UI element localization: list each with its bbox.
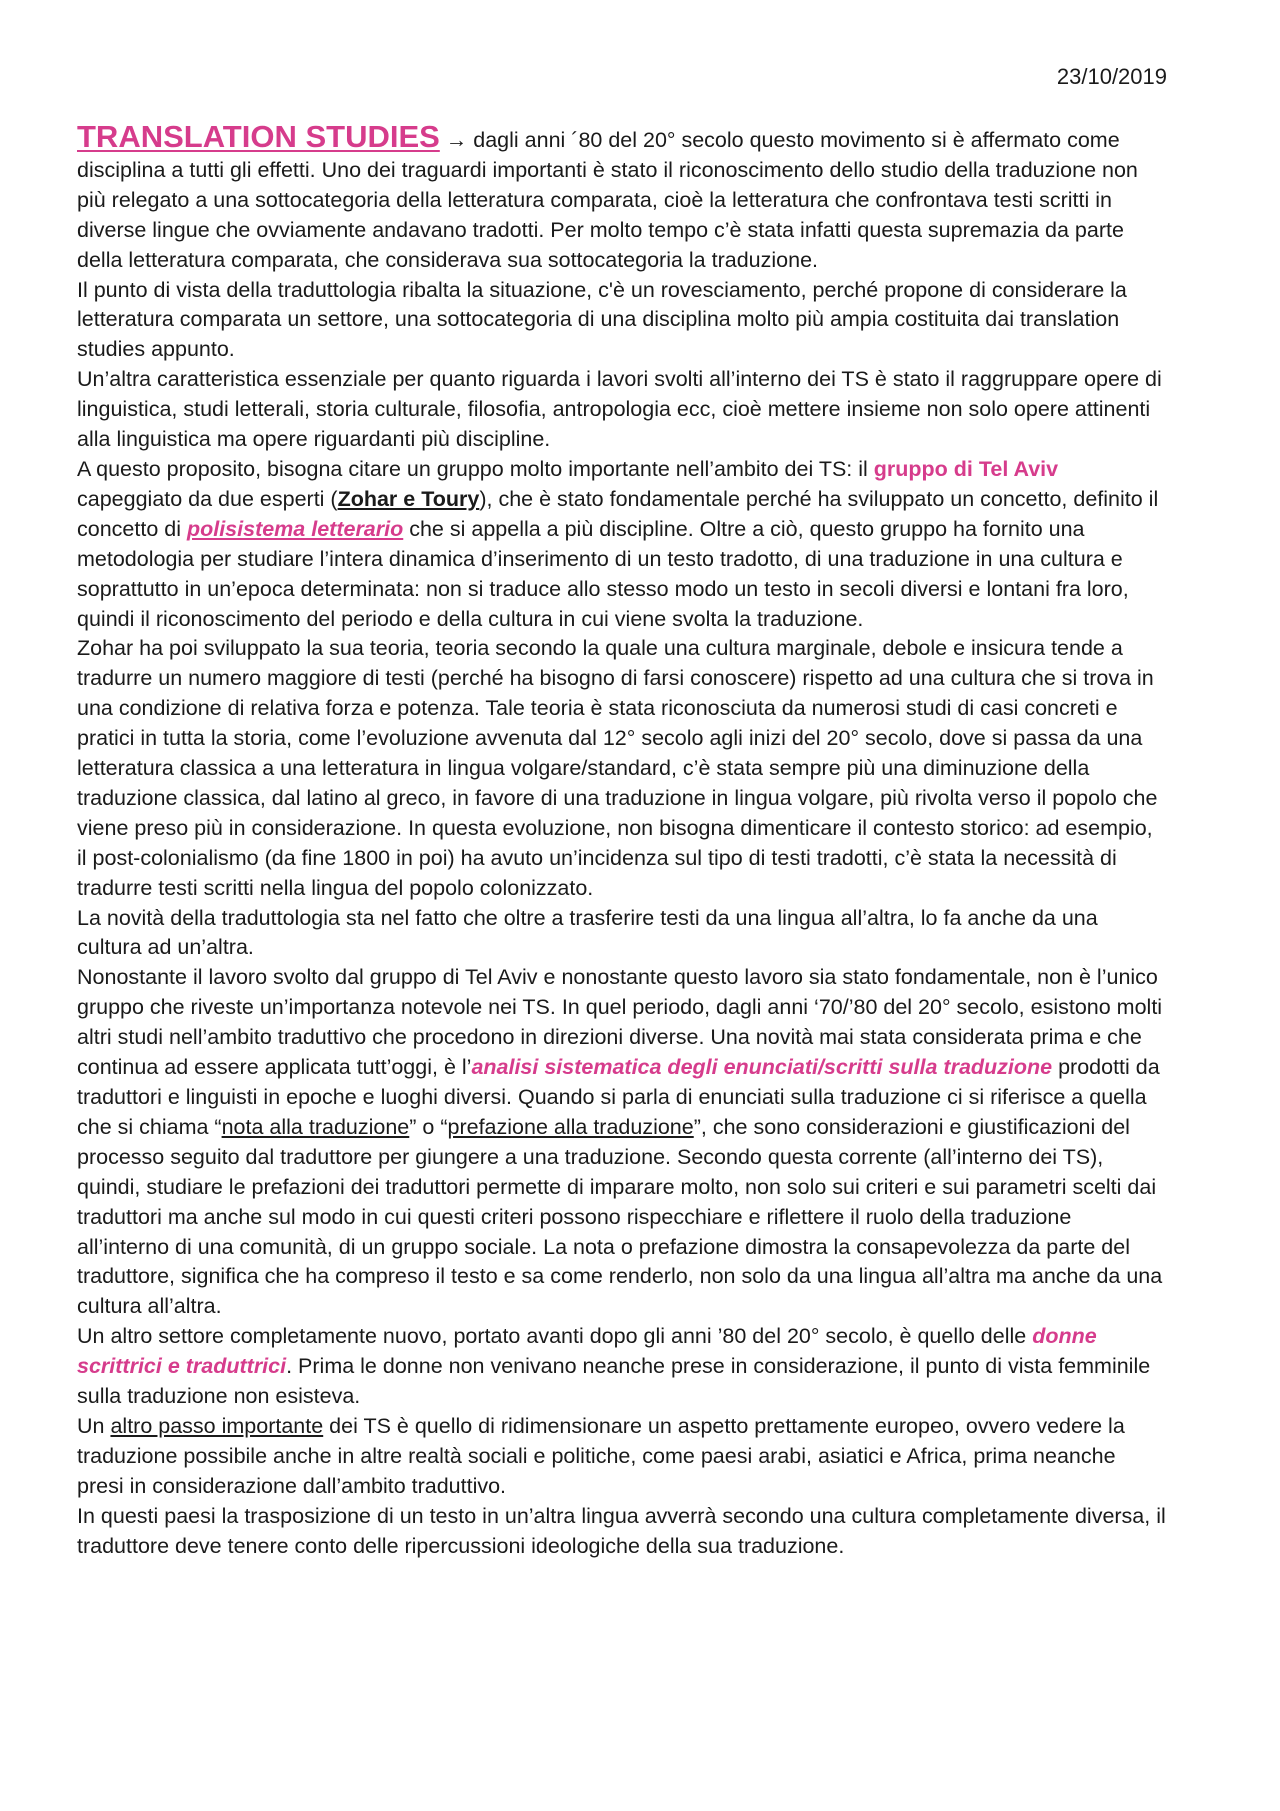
paragraph-text: Un altro settore completamente nuovo, portato avanti dopo gli anni ’80 del 20° secolo, è quello delle	[77, 1324, 1033, 1349]
highlight-gruppo-tel-aviv: gruppo di Tel Aviv	[873, 456, 1059, 481]
paragraph-text: Nonostante il lavoro svolto dal gruppo di Tel Aviv e nonostante questo lavoro sia stato fondamentale, non è l’unico gruppo che riveste un’importanza notevole nei TS. In quel periodo, dagli anni ‘70/’80 del 20° secolo, esistono molti altri studi nell’ambito traduttivo che procedono in direzioni diverse. Una novità mai stata considerata prima e che continua ad essere applicata tutt’oggi, è l’	[77, 965, 1163, 1080]
paragraph-donne	[77, 1322, 1167, 1412]
document-body	[77, 119, 1167, 1562]
underline-prefazione-traduzione: prefazione alla traduzione	[447, 1114, 694, 1139]
document-title: TRANSLATION STUDIES	[77, 119, 440, 154]
paragraph-tel-aviv	[77, 455, 1167, 634]
paragraph-text: ” o “	[409, 1114, 448, 1139]
paragraph-traduttologia: Il punto di vista della traduttologia ribalta la situazione, c'è un rovesciamento, perché propone di considerare la letteratura comparata un settore, una sottocategoria di una disciplina molto più ampia costituita dai translation studies appunto.	[77, 277, 1127, 362]
paragraph-text: . Prima le donne non venivano neanche prese in considerazione, il punto di vista femminile sulla traduzione non esisteva.	[77, 1354, 1151, 1409]
underline-altro-passo: altro passo importante	[110, 1413, 324, 1438]
paragraph-novita: La novità della traduttologia sta nel fatto che oltre a trasferire testi da una lingua all’altra, lo fa anche da una cultura ad un’altra.	[77, 905, 1098, 960]
paragraph-text: → dagli anni ´80 del 20° secolo questo movimento si è affermato come disciplina a tutti gli effetti. Uno dei traguardi importanti è stato il riconoscimento dello studio della traduzione non più relegato a una sottocategoria della letteratura comparata, cioè la letteratura che confrontava testi scritti in diverse lingue che ovviamente andavano tradotti. Per molto tempo c’è stata infatti questa supremazia da parte della letteratura comparata, che considerava sua sottocategoria la traduzione.	[77, 128, 1138, 272]
paragraph-text: dei TS è quello di ridimensionare un aspetto prettamente europeo, ovvero vedere la traduzione possibile anche in altre realtà sociali e politiche, come paesi arabi, asiatici e Africa, prima neanche presi in considerazione dall’ambito traduttivo.	[77, 1413, 1125, 1498]
paragraph-text: capeggiato da due esperti (	[77, 486, 338, 511]
paragraph-text: che si appella a più discipline. Oltre a ciò, questo gruppo ha fornito una metodologia per studiare l’intera dinamica d’inserimento di un testo tradotto, di una traduzione in una cultura e soprattutto in un’epoca determinata: non si traduce allo stesso modo un testo in secoli diversi e lontani fra loro, quindi il riconoscimento del periodo e della cultura in cui viene svolta la traduzione.	[77, 516, 1129, 631]
underline-nota-traduzione: nota alla traduzione	[221, 1114, 410, 1139]
document-page	[77, 62, 1167, 1562]
paragraph-text: prodotti da traduttori e linguisti in epoche e luoghi diversi. Quando si parla di enunciati sulla traduzione ci si riferisce a quella che si chiama “	[77, 1055, 1160, 1139]
paragraph-intro	[77, 119, 1167, 276]
paragraph-trasposizione: In questi paesi la trasposizione di un testo in un’altra lingua avverrà secondo una cultura completamente diversa, il traduttore deve tenere conto delle ripercussioni ideologiche della sua traduzione.	[77, 1503, 1166, 1558]
paragraph-text: ”, che sono considerazioni e giustificazioni del processo seguito dal traduttore per giungere a una traduzione. Secondo questa corrente (all’interno dei TS), quindi, studiare le prefazioni dei traduttori permette di imparare molto, non solo sui criteri e sui parametri scelti dai traduttori ma anche sul modo in cui questi criteri possono rispecchiare e riflettere il ruolo della traduzione all’interno di una comunità, di un gruppo sociale. La nota o prefazione dimostra la consapevolezza da parte del traduttore, significa che ha compreso il testo e sa come renderlo, non solo da una lingua all’altra ma anche da una cultura all’altra.	[77, 1114, 1163, 1319]
highlight-polisistema: polisistema letterario	[186, 516, 404, 541]
highlight-donne-scrittrici: donne scrittrici e traduttrici	[77, 1324, 1097, 1379]
paragraph-enunciati	[77, 963, 1167, 1322]
highlight-zohar-toury: Zohar e Toury	[337, 486, 480, 511]
paragraph-zohar-teoria: Zohar ha poi sviluppato la sua teoria, teoria secondo la quale una cultura marginale, debole e insicura tende a tradurre un numero maggiore di testi (perché ha bisogno di farsi conoscere) rispetto ad una cultura che si trova in una condizione di relativa forza e potenza. Tale teoria è stata riconosciuta da numerosi studi di casi concreti e pratici in tutta la storia, come l’evoluzione avvenuta dal 12° secolo agli inizi del 20° secolo, dove si passa da una letteratura classica a una letteratura in lingua volgare/standard, c’è stata sempre più una diminuzione della traduzione classica, dal latino al greco, in favore di una traduzione in lingua volgare, più rivolta verso il popolo che viene preso più in considerazione. In questa evoluzione, non bisogna dimenticare il contesto storico: ad esempio, il post-colonialismo (da fine 1800 in poi) ha avuto un’incidenza sul tipo di testi tradotti, c’è stata la necessità di tradurre testi scritti nella lingua del popolo colonizzato.	[77, 636, 1158, 900]
paragraph-passo-importante	[77, 1412, 1167, 1502]
paragraph-raggruppare: Un’altra caratteristica essenziale per quanto riguarda i lavori svolti all’interno dei TS è stato il raggruppare opere di linguistica, studi letterali, storia culturale, filosofia, antropologia ecc, cioè mettere insieme non solo opere attinenti alla linguistica ma opere riguardanti più discipline.	[77, 367, 1162, 452]
paragraph-text: Un	[77, 1413, 111, 1438]
paragraph-text: A questo proposito, bisogna citare un gruppo molto importante nell’ambito dei TS: il	[77, 456, 874, 481]
document-date: 23/10/2019	[1056, 64, 1167, 89]
highlight-analisi-sistematica: analisi sistematica degli enunciati/scritti sulla traduzione	[471, 1055, 1053, 1080]
paragraph-text: ), che è stato fondamentale perché ha sviluppato un concetto, definito il concetto di	[77, 486, 1159, 541]
